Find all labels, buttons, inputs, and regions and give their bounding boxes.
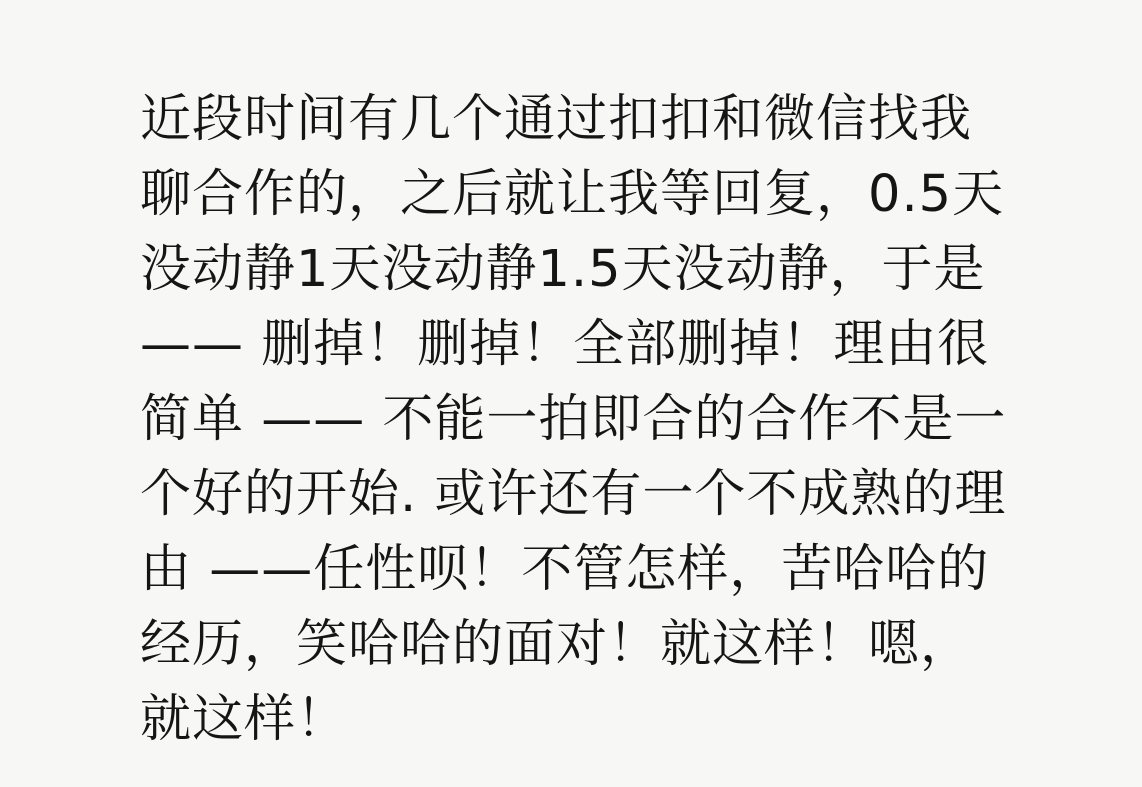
note-text: 近段时间有几个通过扣扣和微信找我聊合作的，之后就让我等回复，0.5天没动静1天没动静1.5天没动静，于是 —— 删掉！删掉！全部删掉！理由很简单 —— 不能一拍即合的合作不是一个好的开始. 或许还有一个不成熟的理由 ——任性呗！不管怎样，苦哈哈的经历，笑哈哈的面对！就这样！嗯，就这样！ [140, 90, 1007, 749]
